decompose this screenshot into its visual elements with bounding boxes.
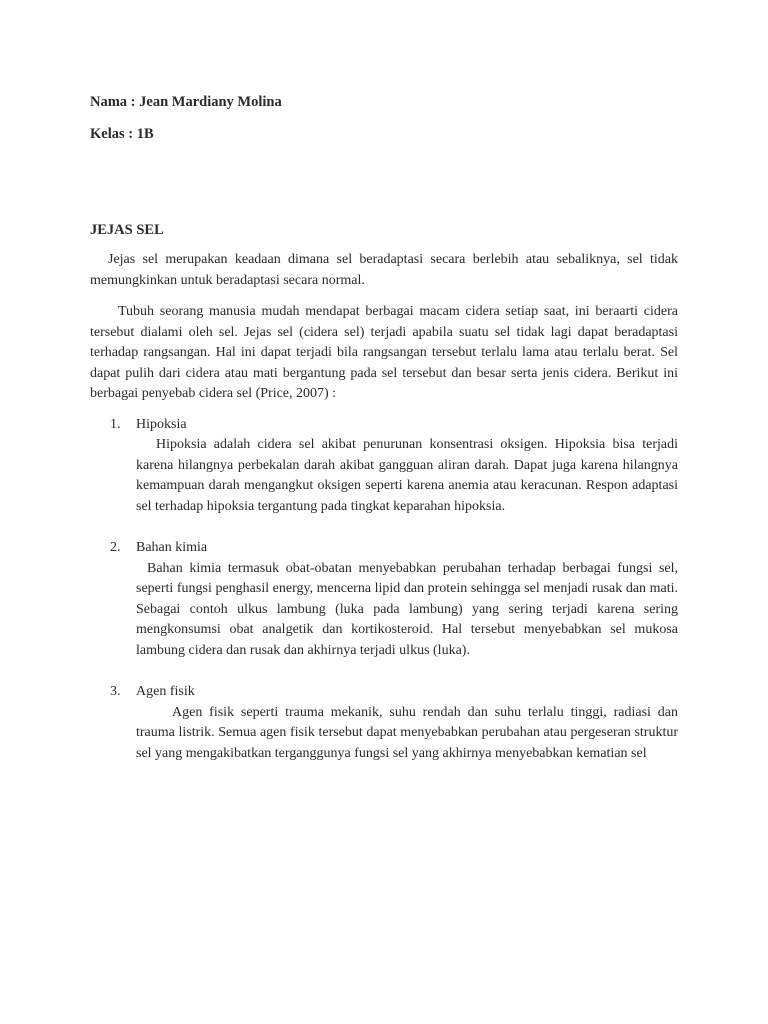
list-item-title: Bahan kimia [136, 540, 208, 555]
list-item-body: Hipoksia adalah cidera sel akibat penurunan konsentrasi oksigen. Hipoksia bisa terjadi karena hilangnya perbekalan darah akibat gangguan aliran darah. Dapat juga karena hilangnya kemampuan darah mengangkut oksigen seperti karena anemia atau keracunan. Respon adaptasi sel terhadap hipoksia tergantung pada tingkat keparahan hipoksia. [136, 437, 678, 514]
list-item-hipoksia [90, 415, 678, 518]
list-item-title: Agen fisik [136, 684, 195, 699]
document-title: JEJAS SEL [90, 222, 164, 238]
list-item-agen-fisik [90, 682, 678, 764]
causes-list [90, 415, 678, 765]
list-item-number: 1. [110, 416, 121, 432]
list-item-number: 2. [110, 540, 121, 555]
list-item-title: Hipoksia [136, 416, 187, 432]
document-content [90, 92, 678, 764]
causes-paragraph: Tubuh seorang manusia mudah mendapat berbagai macam cidera setiap saat, ini beraarti cidera tersebut dialami oleh sel. Jejas sel (cidera sel) terjadi apabila suatu sel tidak lagi dapat beradaptasi terhadap rangsangan. Hal ini dapat terjadi bila rangsangan tersebut terlalu lama atau terlalu berat. Sel dapat pulih dari cidera atau mati bergantung pada sel tersebut dan besar serta jenis cidera. Berikut ini berbagai penyebab cidera sel (Price, 2007) : [90, 304, 678, 401]
student-name: Nama : Jean Mardiany Molina [90, 94, 282, 110]
student-class: Kelas : 1B [90, 126, 154, 142]
intro-paragraph: Jejas sel merupakan keadaan dimana sel beradaptasi secara berlebih atau sebaliknya, sel tidak memungkinkan untuk beradaptasi secara normal. [90, 252, 678, 288]
list-item-bahan-kimia [90, 538, 678, 661]
list-item-body: Agen fisik seperti trauma mekanik, suhu rendah dan suhu terlalu tinggi, radiasi dan trauma listrik. Semua agen fisik tersebut dapat menyebabkan perubahan atau pergeseran struktur sel yang mengakibatkan terganggunya fungsi sel yang akhirnya menyebabkan kematian sel [136, 704, 678, 761]
list-item-body: Bahan kimia termasuk obat-obatan menyebabkan perubahan terhadap berbagai fungsi sel, seperti fungsi penghasil energy, mencerna lipid dan protein sehingga sel menjadi rusak dan mati. Sebagai contoh ulkus lambung (luka pada lambung) yang sering terjadi karena sering mengkonsumsi obat analgetik dan kortikosteroid. Hal tersebut menyebabkan sel mukosa lambung cidera dan rusak dan akhirnya terjadi ulkus (luka). [136, 560, 678, 658]
list-item-number: 3. [110, 684, 121, 699]
